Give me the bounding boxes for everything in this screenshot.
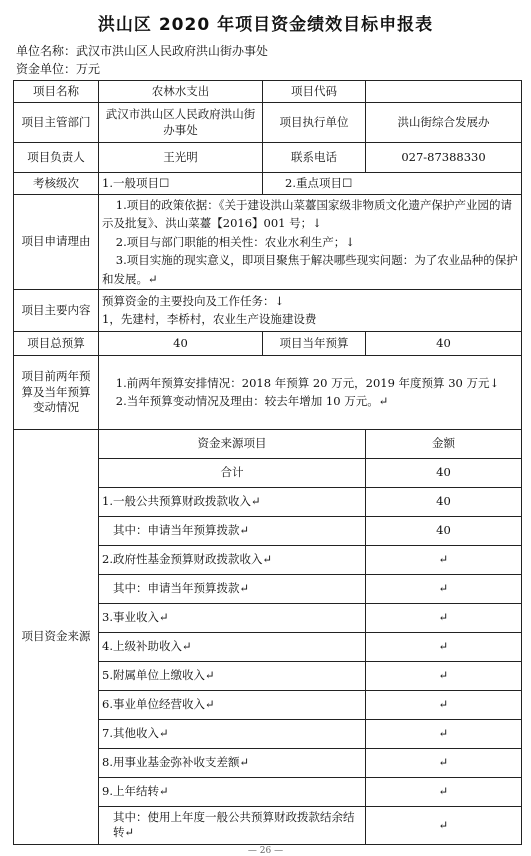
money-unit-value: 万元: [76, 62, 101, 76]
source-amount: ↵: [366, 632, 522, 661]
source-amount: ↵: [366, 603, 522, 632]
year-budget-value: 40: [366, 331, 522, 355]
source-item: 3.事业收入↵: [99, 603, 366, 632]
source-item: 其中：申请当年预算拨款↵: [99, 516, 366, 545]
source-header-item: 资金来源项目: [99, 429, 366, 458]
content-line: 1，先建村，李桥村，农业生产设施建设费: [102, 312, 317, 327]
year-budget-label: 项目当年预算: [263, 331, 366, 355]
exec-unit-value: 洪山街综合发展办: [366, 103, 522, 143]
source-item: 8.用事业基金弥补收支差额↵: [99, 748, 366, 777]
content-line: 预算资金的主要投向及工作任务：↓: [102, 294, 285, 309]
source-amount: ↵: [366, 545, 522, 574]
project-name-label: 项目名称: [14, 81, 99, 103]
source-item: 9.上年结转↵: [99, 777, 366, 806]
source-amount: ↵: [366, 806, 522, 844]
reason-text: [99, 195, 522, 290]
unit-value: 武汉市洪山区人民政府洪山街办事处: [76, 44, 269, 58]
budget-form-table: [13, 80, 522, 845]
reason-label: 项目申请理由: [14, 195, 99, 290]
prev-budget-line: 1.前两年预算安排情况：2018 年预算 20 万元，2019 年度预算 30 万元↓: [115, 376, 500, 391]
source-amount: 40: [366, 458, 522, 487]
total-budget-label: 项目总预算: [14, 331, 99, 355]
total-budget-value: 40: [99, 331, 263, 355]
source-amount: ↵: [366, 661, 522, 690]
source-label: 项目资金来源: [14, 429, 99, 844]
project-code-value: [366, 81, 522, 103]
content-text: [99, 289, 522, 331]
source-item: 其中：申请当年预算拨款↵: [99, 574, 366, 603]
prev-budget-line: 2.当年预算变动情况及理由：较去年增加 10 万元。↵: [115, 394, 389, 409]
dept-value: 武汉市洪山区人民政府洪山街办事处: [99, 103, 263, 143]
reason-line: 3.项目实施的现实意义，即项目聚焦于解决哪些现实问题：为了农业品种的保护和发展。↵: [102, 253, 518, 286]
source-item: 1.一般公共预算财政拨款收入↵: [99, 487, 366, 516]
level-key-option: 2.重点项目☐: [263, 173, 522, 195]
unit-line: [16, 42, 268, 59]
source-item: 5.附属单位上缴收入↵: [99, 661, 366, 690]
prev-budget-label: 项目前两年预算及当年预算变动情况: [14, 355, 99, 429]
project-code-label: 项目代码: [263, 81, 366, 103]
prev-budget-text: [99, 355, 522, 429]
source-amount: 40: [366, 516, 522, 545]
source-item: 其中：使用上年度一般公共预算财政拨款结余结转↵: [99, 806, 366, 844]
source-item: 7.其他收入↵: [99, 719, 366, 748]
source-item: 2.政府性基金预算财政拨款收入↵: [99, 545, 366, 574]
source-item: 4.上级补助收入↵: [99, 632, 366, 661]
reason-line: 2.项目与部门职能的相关性：农业水利生产；↓: [115, 234, 355, 249]
unit-label: 单位名称：: [16, 44, 77, 58]
project-name-value: 农林水支出: [99, 81, 263, 103]
source-amount: ↵: [366, 574, 522, 603]
source-amount: ↵: [366, 719, 522, 748]
level-label: 考核级次: [14, 173, 99, 195]
source-amount: 40: [366, 487, 522, 516]
level-general-option: 1.一般项目☐: [99, 173, 263, 195]
page-number: — 26 —: [247, 846, 284, 856]
source-item: 合计: [99, 458, 366, 487]
leader-label: 项目负责人: [14, 143, 99, 173]
dept-label: 项目主管部门: [14, 103, 99, 143]
phone-label: 联系电话: [263, 143, 366, 173]
money-unit-label: 资金单位：: [16, 62, 77, 76]
source-amount: ↵: [366, 690, 522, 719]
leader-value: 王光明: [99, 143, 263, 173]
source-item: 6.事业单位经营收入↵: [99, 690, 366, 719]
reason-line: 1.项目的政策依据：《关于建设洪山菜薹国家级非物质文化遗产保护产业园的请示及批复》、洪山菜薹【2016】001 号；↓: [102, 198, 513, 231]
content-label: 项目主要内容: [14, 289, 99, 331]
money-unit-line: [16, 60, 100, 77]
source-header-amount: 金额: [366, 429, 522, 458]
source-amount: ↵: [366, 748, 522, 777]
exec-unit-label: 项目执行单位: [263, 103, 366, 143]
page-title: 洪山区 2020 年项目资金绩效目标申报表: [97, 15, 434, 35]
phone-value: 027-87388330: [366, 143, 522, 173]
source-amount: ↵: [366, 777, 522, 806]
